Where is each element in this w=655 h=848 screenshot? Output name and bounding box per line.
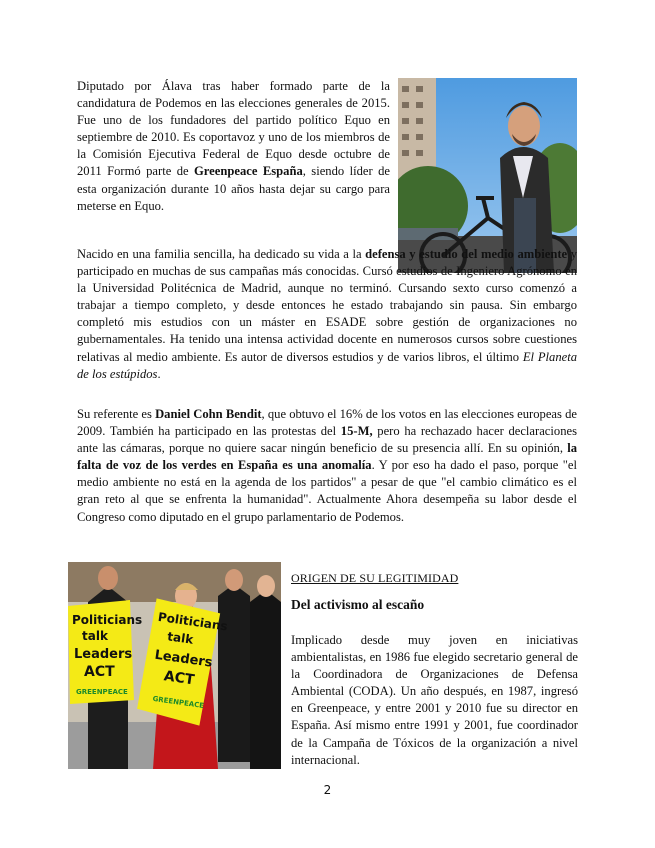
- banner-text: Politicians: [157, 609, 229, 634]
- banner-text: talk: [166, 629, 195, 647]
- section-subheading: Del activismo al escaño: [291, 597, 425, 612]
- protest-photo: [68, 562, 281, 769]
- bold-anomalia: la falta de voz de los verdes en España es una anomalía: [77, 441, 577, 473]
- intro-paragraph: [77, 78, 390, 215]
- banner-logo: GREENPEACE: [76, 688, 128, 696]
- reference-paragraph: [77, 406, 577, 526]
- book-title: El Planeta de los estúpidos: [77, 349, 578, 381]
- page-number: 2: [323, 783, 332, 797]
- background-paragraph: [77, 246, 577, 383]
- text-span: Su referente es: [77, 407, 156, 421]
- bold-greenpeace: Greenpeace España: [194, 164, 303, 179]
- banner-text: Leaders: [74, 647, 133, 662]
- text-span: y participado en muchas de sus campañas más conocidas. Cursó estudios de Ingeniero Agrónomo en la Universidad Politécnica de Madrid, aunque no terminó. Cursando sexto curso comenzó a trabajar a tiempo completo, y desde entonces he estado trabajando sin pausa. Sin embargo completó mis estudios con un máster en ESADE sobre gestión de organizaciones no gubernamentales. Ha tenido una intensa actividad docente en numerosos cursos sobre cuestiones relativas al medio ambiente. Es autor de diversos estudios y de varios libros, el último: [77, 247, 577, 364]
- bold-defensa: defensa y estudio del medio ambiente: [365, 247, 568, 261]
- section-heading: ORIGEN DE SU LEGITIMIDAD: [291, 571, 459, 585]
- text-span: . Y por eso ha dado el paso, porque "el medio ambiente no está en la agenda de los partidos" a pesar de que "el cambio climático es el gran reto al que se enfrenta la humanidad". Actualmente Ahora desempeña su labor desde el Congreso como diputado en el grupo parlamentario de Podemos.: [77, 458, 577, 524]
- activism-paragraph: Implicado desde muy joven en iniciativas ambientalistas, en 1986 fue elegido secretario general de la Coordinadora de Organizaciones de Defensa Ambiental (CODA). Un año después, en 1987, ingresó en Greenpeace, y entre 2001 y 2010 fue su director en España. Así mismo entre 1991 y 2001, fue coordinador de la Campaña de Tóxicos de la organización a nivel internacional.: [291, 633, 578, 767]
- portrait-illustration: [398, 78, 577, 273]
- left-banner: [68, 600, 142, 704]
- text-span: pero ha rechazado hacer declaraciones ante las cámaras, porque no quiere sacar ningún beneficio de su presencia allí. En su opinión,: [77, 424, 577, 456]
- text-span: , que obtuvo el 16% de los votos en las elecciones europeas de 2009. También ha participado en las protestas del: [77, 407, 577, 439]
- banner-text: ACT: [84, 664, 115, 680]
- text-span: Diputado por Álava tras haber formado parte de la candidatura de Podemos en las elecciones generales de 2015. Fue uno de los fundadores del partido político Equo en septiembre de 2010. Es coportavoz y uno de los miembros de la Comisión Ejecutiva Federal de Equo desde octubre de 2011 Formó parte de: [77, 79, 390, 179]
- banner-logo: GREENPEACE: [152, 694, 205, 710]
- banner-text: Politicians: [72, 613, 143, 627]
- bold-15m: 15-M,: [340, 424, 373, 439]
- banner-text: Leaders: [153, 647, 214, 671]
- protest-illustration: [68, 562, 281, 769]
- text-span: Nacido en una familia sencilla, ha dedicado su vida a la: [77, 247, 366, 261]
- text-span: , siendo líder de esta organización durante 10 años hasta dejar su cargo para meterse en Equo.: [77, 164, 390, 213]
- banner-text: talk: [82, 629, 108, 643]
- bold-cohn-bendit: Daniel Cohn Bendit: [155, 407, 262, 421]
- portrait-photo: [398, 78, 577, 273]
- banner-text: ACT: [162, 668, 196, 689]
- text-span: .: [157, 366, 161, 381]
